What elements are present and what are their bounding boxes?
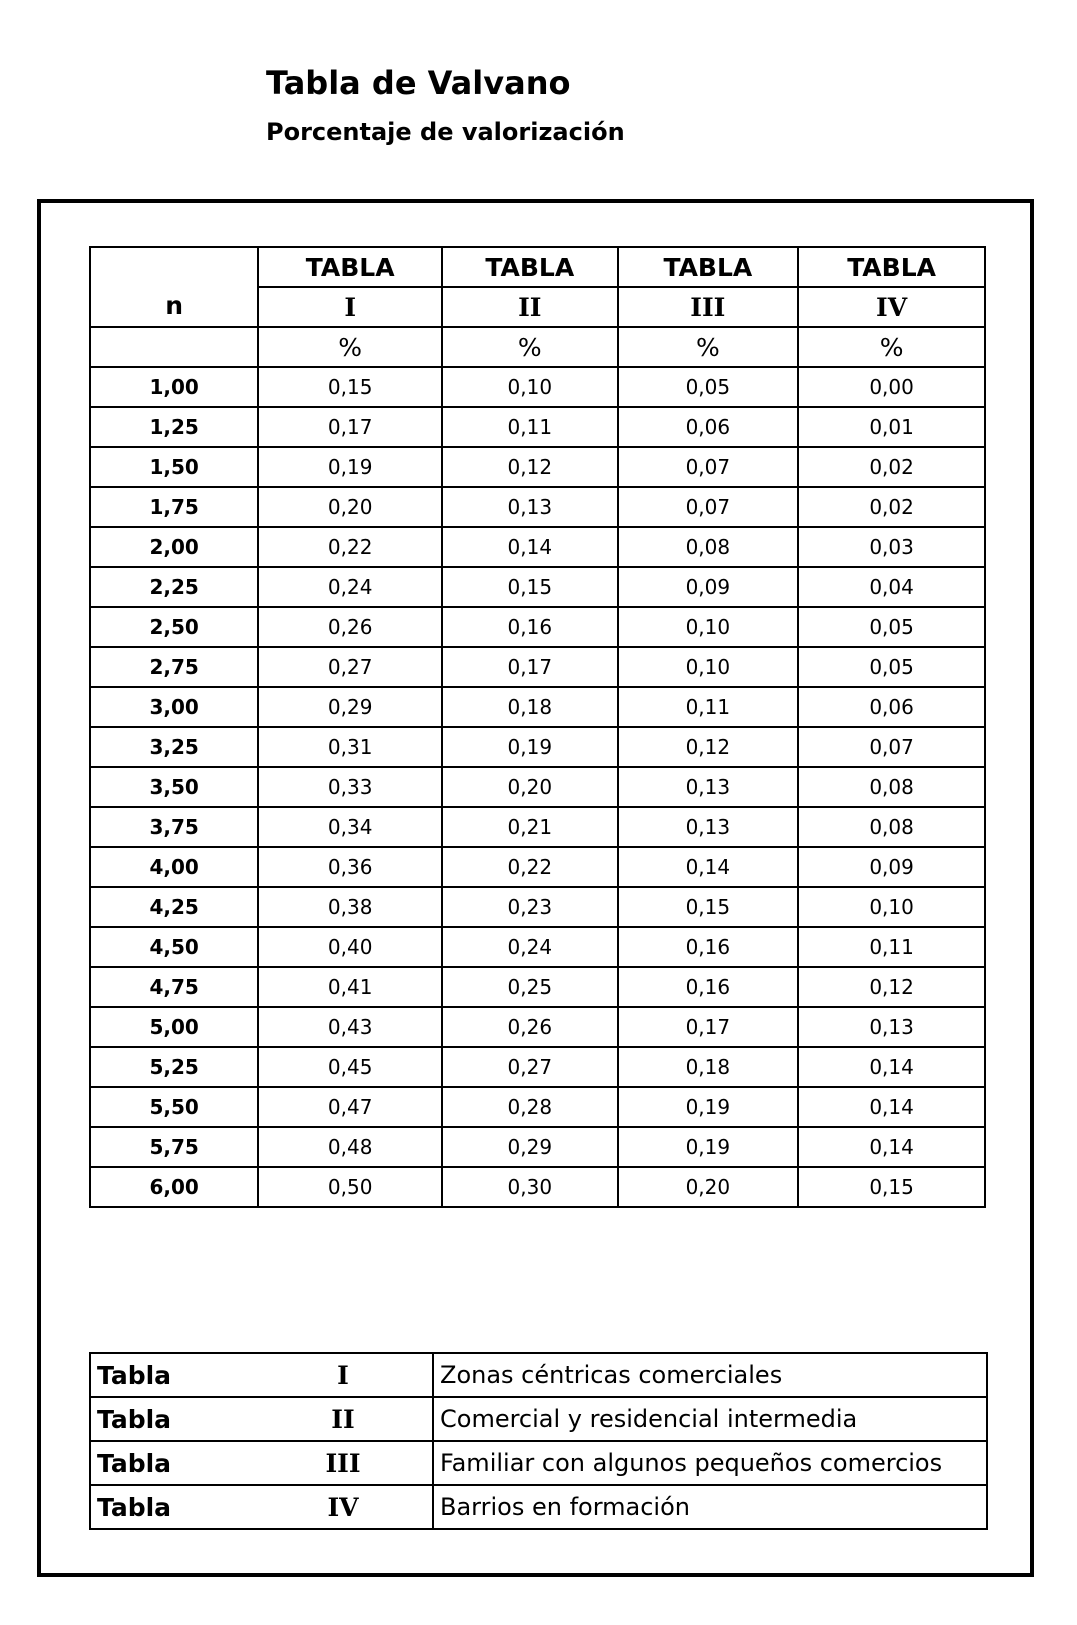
- row-value-iii: 0,08: [618, 527, 799, 567]
- row-value-i: 0,22: [258, 527, 442, 567]
- header-numeral-iv: IV: [798, 287, 985, 327]
- row-value-iv: 0,02: [798, 447, 985, 487]
- table-row: [90, 1047, 985, 1087]
- row-value-ii: 0,22: [442, 847, 618, 887]
- table-row: [90, 607, 985, 647]
- header-row-tabla: [90, 247, 985, 287]
- row-value-ii: 0,24: [442, 927, 618, 967]
- table-row: [90, 727, 985, 767]
- row-value-iv: 0,07: [798, 727, 985, 767]
- row-value-iv: 0,15: [798, 1167, 985, 1207]
- legend-numeral: II: [254, 1397, 433, 1441]
- legend-description: Familiar con algunos pequeños comercios: [433, 1441, 987, 1485]
- header-tabla-ii: TABLA: [442, 247, 618, 287]
- row-value-iii: 0,15: [618, 887, 799, 927]
- row-value-iii: 0,13: [618, 807, 799, 847]
- header-tabla-i: TABLA: [258, 247, 442, 287]
- header-unit-iv: %: [798, 327, 985, 367]
- row-value-iv: 0,13: [798, 1007, 985, 1047]
- row-value-ii: 0,15: [442, 567, 618, 607]
- row-n-value: 1,00: [90, 367, 258, 407]
- row-value-iv: 0,04: [798, 567, 985, 607]
- row-value-iii: 0,07: [618, 447, 799, 487]
- table-row: [90, 447, 985, 487]
- legend-description: Barrios en formación: [433, 1485, 987, 1529]
- row-value-iii: 0,16: [618, 927, 799, 967]
- row-n-value: 4,25: [90, 887, 258, 927]
- row-value-iv: 0,14: [798, 1047, 985, 1087]
- table-row: [90, 967, 985, 1007]
- row-value-iii: 0,13: [618, 767, 799, 807]
- row-value-ii: 0,10: [442, 367, 618, 407]
- row-value-i: 0,41: [258, 967, 442, 1007]
- row-value-i: 0,36: [258, 847, 442, 887]
- row-n-value: 3,75: [90, 807, 258, 847]
- row-value-iv: 0,02: [798, 487, 985, 527]
- header-n: n: [90, 247, 258, 327]
- legend-numeral: III: [254, 1441, 433, 1485]
- row-value-iii: 0,10: [618, 607, 799, 647]
- row-value-i: 0,24: [258, 567, 442, 607]
- row-value-iii: 0,19: [618, 1087, 799, 1127]
- row-value-i: 0,17: [258, 407, 442, 447]
- row-value-i: 0,29: [258, 687, 442, 727]
- row-value-iii: 0,06: [618, 407, 799, 447]
- row-value-ii: 0,12: [442, 447, 618, 487]
- legend-row: [90, 1485, 987, 1529]
- row-value-iv: 0,06: [798, 687, 985, 727]
- row-n-value: 4,50: [90, 927, 258, 967]
- row-n-value: 6,00: [90, 1167, 258, 1207]
- row-value-i: 0,43: [258, 1007, 442, 1047]
- table-row: [90, 367, 985, 407]
- row-value-ii: 0,17: [442, 647, 618, 687]
- header-unit-iii: %: [618, 327, 799, 367]
- row-value-iv: 0,14: [798, 1087, 985, 1127]
- table-row: [90, 767, 985, 807]
- row-value-i: 0,27: [258, 647, 442, 687]
- row-value-i: 0,19: [258, 447, 442, 487]
- legend-label: Tabla: [90, 1397, 254, 1441]
- table-row: [90, 1127, 985, 1167]
- row-value-iii: 0,20: [618, 1167, 799, 1207]
- page-title: Tabla de Valvano: [266, 64, 571, 102]
- row-value-iii: 0,14: [618, 847, 799, 887]
- row-value-iv: 0,14: [798, 1127, 985, 1167]
- legend-label: Tabla: [90, 1441, 254, 1485]
- table-row: [90, 887, 985, 927]
- row-value-ii: 0,28: [442, 1087, 618, 1127]
- row-value-i: 0,31: [258, 727, 442, 767]
- table-row: [90, 847, 985, 887]
- table-row: [90, 687, 985, 727]
- table-row: [90, 807, 985, 847]
- row-n-value: 3,25: [90, 727, 258, 767]
- table-row: [90, 487, 985, 527]
- row-n-value: 5,75: [90, 1127, 258, 1167]
- row-n-value: 2,25: [90, 567, 258, 607]
- row-value-i: 0,40: [258, 927, 442, 967]
- row-n-value: 3,00: [90, 687, 258, 727]
- row-value-ii: 0,21: [442, 807, 618, 847]
- row-value-iv: 0,00: [798, 367, 985, 407]
- header-unit-ii: %: [442, 327, 618, 367]
- row-value-ii: 0,29: [442, 1127, 618, 1167]
- row-value-ii: 0,11: [442, 407, 618, 447]
- row-value-iii: 0,17: [618, 1007, 799, 1047]
- row-n-value: 1,25: [90, 407, 258, 447]
- row-value-iii: 0,07: [618, 487, 799, 527]
- header-numeral-iii: III: [618, 287, 799, 327]
- row-n-value: 5,25: [90, 1047, 258, 1087]
- row-n-value: 5,50: [90, 1087, 258, 1127]
- row-value-iii: 0,18: [618, 1047, 799, 1087]
- valvano-table: [89, 246, 986, 1208]
- row-value-ii: 0,20: [442, 767, 618, 807]
- row-value-i: 0,38: [258, 887, 442, 927]
- legend-label: Tabla: [90, 1485, 254, 1529]
- row-value-iv: 0,11: [798, 927, 985, 967]
- row-value-iv: 0,10: [798, 887, 985, 927]
- row-value-ii: 0,13: [442, 487, 618, 527]
- row-value-i: 0,26: [258, 607, 442, 647]
- row-value-iii: 0,19: [618, 1127, 799, 1167]
- table-row: [90, 1007, 985, 1047]
- row-value-i: 0,15: [258, 367, 442, 407]
- row-value-ii: 0,18: [442, 687, 618, 727]
- table-row: [90, 407, 985, 447]
- header-row-unit: [90, 327, 985, 367]
- table-row: [90, 927, 985, 967]
- row-value-iii: 0,11: [618, 687, 799, 727]
- legend-numeral: IV: [254, 1485, 433, 1529]
- row-value-ii: 0,16: [442, 607, 618, 647]
- row-value-iii: 0,09: [618, 567, 799, 607]
- row-value-ii: 0,27: [442, 1047, 618, 1087]
- row-value-ii: 0,30: [442, 1167, 618, 1207]
- row-value-ii: 0,26: [442, 1007, 618, 1047]
- legend-description: Zonas céntricas comerciales: [433, 1353, 987, 1397]
- row-value-iii: 0,12: [618, 727, 799, 767]
- row-value-i: 0,47: [258, 1087, 442, 1127]
- row-value-iv: 0,08: [798, 807, 985, 847]
- table-row: [90, 1087, 985, 1127]
- row-value-i: 0,33: [258, 767, 442, 807]
- row-value-ii: 0,23: [442, 887, 618, 927]
- legend-table: [89, 1352, 988, 1530]
- row-value-iii: 0,05: [618, 367, 799, 407]
- legend-numeral: I: [254, 1353, 433, 1397]
- header-numeral-ii: II: [442, 287, 618, 327]
- row-value-iv: 0,01: [798, 407, 985, 447]
- row-value-i: 0,20: [258, 487, 442, 527]
- header-unit-i: %: [258, 327, 442, 367]
- row-n-value: 2,75: [90, 647, 258, 687]
- row-value-iii: 0,10: [618, 647, 799, 687]
- row-value-iv: 0,05: [798, 607, 985, 647]
- table-row: [90, 527, 985, 567]
- row-value-iii: 0,16: [618, 967, 799, 1007]
- row-n-value: 4,00: [90, 847, 258, 887]
- row-value-iv: 0,09: [798, 847, 985, 887]
- row-n-value: 1,50: [90, 447, 258, 487]
- legend-row: [90, 1397, 987, 1441]
- row-value-iv: 0,03: [798, 527, 985, 567]
- row-n-value: 5,00: [90, 1007, 258, 1047]
- table-row: [90, 1167, 985, 1207]
- row-value-iv: 0,08: [798, 767, 985, 807]
- row-n-value: 2,50: [90, 607, 258, 647]
- row-value-i: 0,34: [258, 807, 442, 847]
- legend-label: Tabla: [90, 1353, 254, 1397]
- header-numeral-i: I: [258, 287, 442, 327]
- row-n-value: 2,00: [90, 527, 258, 567]
- legend-description: Comercial y residencial intermedia: [433, 1397, 987, 1441]
- header-unit-blank: [90, 327, 258, 367]
- header-tabla-iv: TABLA: [798, 247, 985, 287]
- row-value-i: 0,45: [258, 1047, 442, 1087]
- header-tabla-iii: TABLA: [618, 247, 799, 287]
- legend-row: [90, 1353, 987, 1397]
- row-value-i: 0,48: [258, 1127, 442, 1167]
- row-value-ii: 0,14: [442, 527, 618, 567]
- table-row: [90, 567, 985, 607]
- legend-row: [90, 1441, 987, 1485]
- row-n-value: 1,75: [90, 487, 258, 527]
- row-value-iv: 0,05: [798, 647, 985, 687]
- row-value-ii: 0,19: [442, 727, 618, 767]
- row-n-value: 4,75: [90, 967, 258, 1007]
- row-value-i: 0,50: [258, 1167, 442, 1207]
- row-value-ii: 0,25: [442, 967, 618, 1007]
- row-n-value: 3,50: [90, 767, 258, 807]
- page-subtitle: Porcentaje de valorización: [266, 118, 625, 146]
- table-row: [90, 647, 985, 687]
- row-value-iv: 0,12: [798, 967, 985, 1007]
